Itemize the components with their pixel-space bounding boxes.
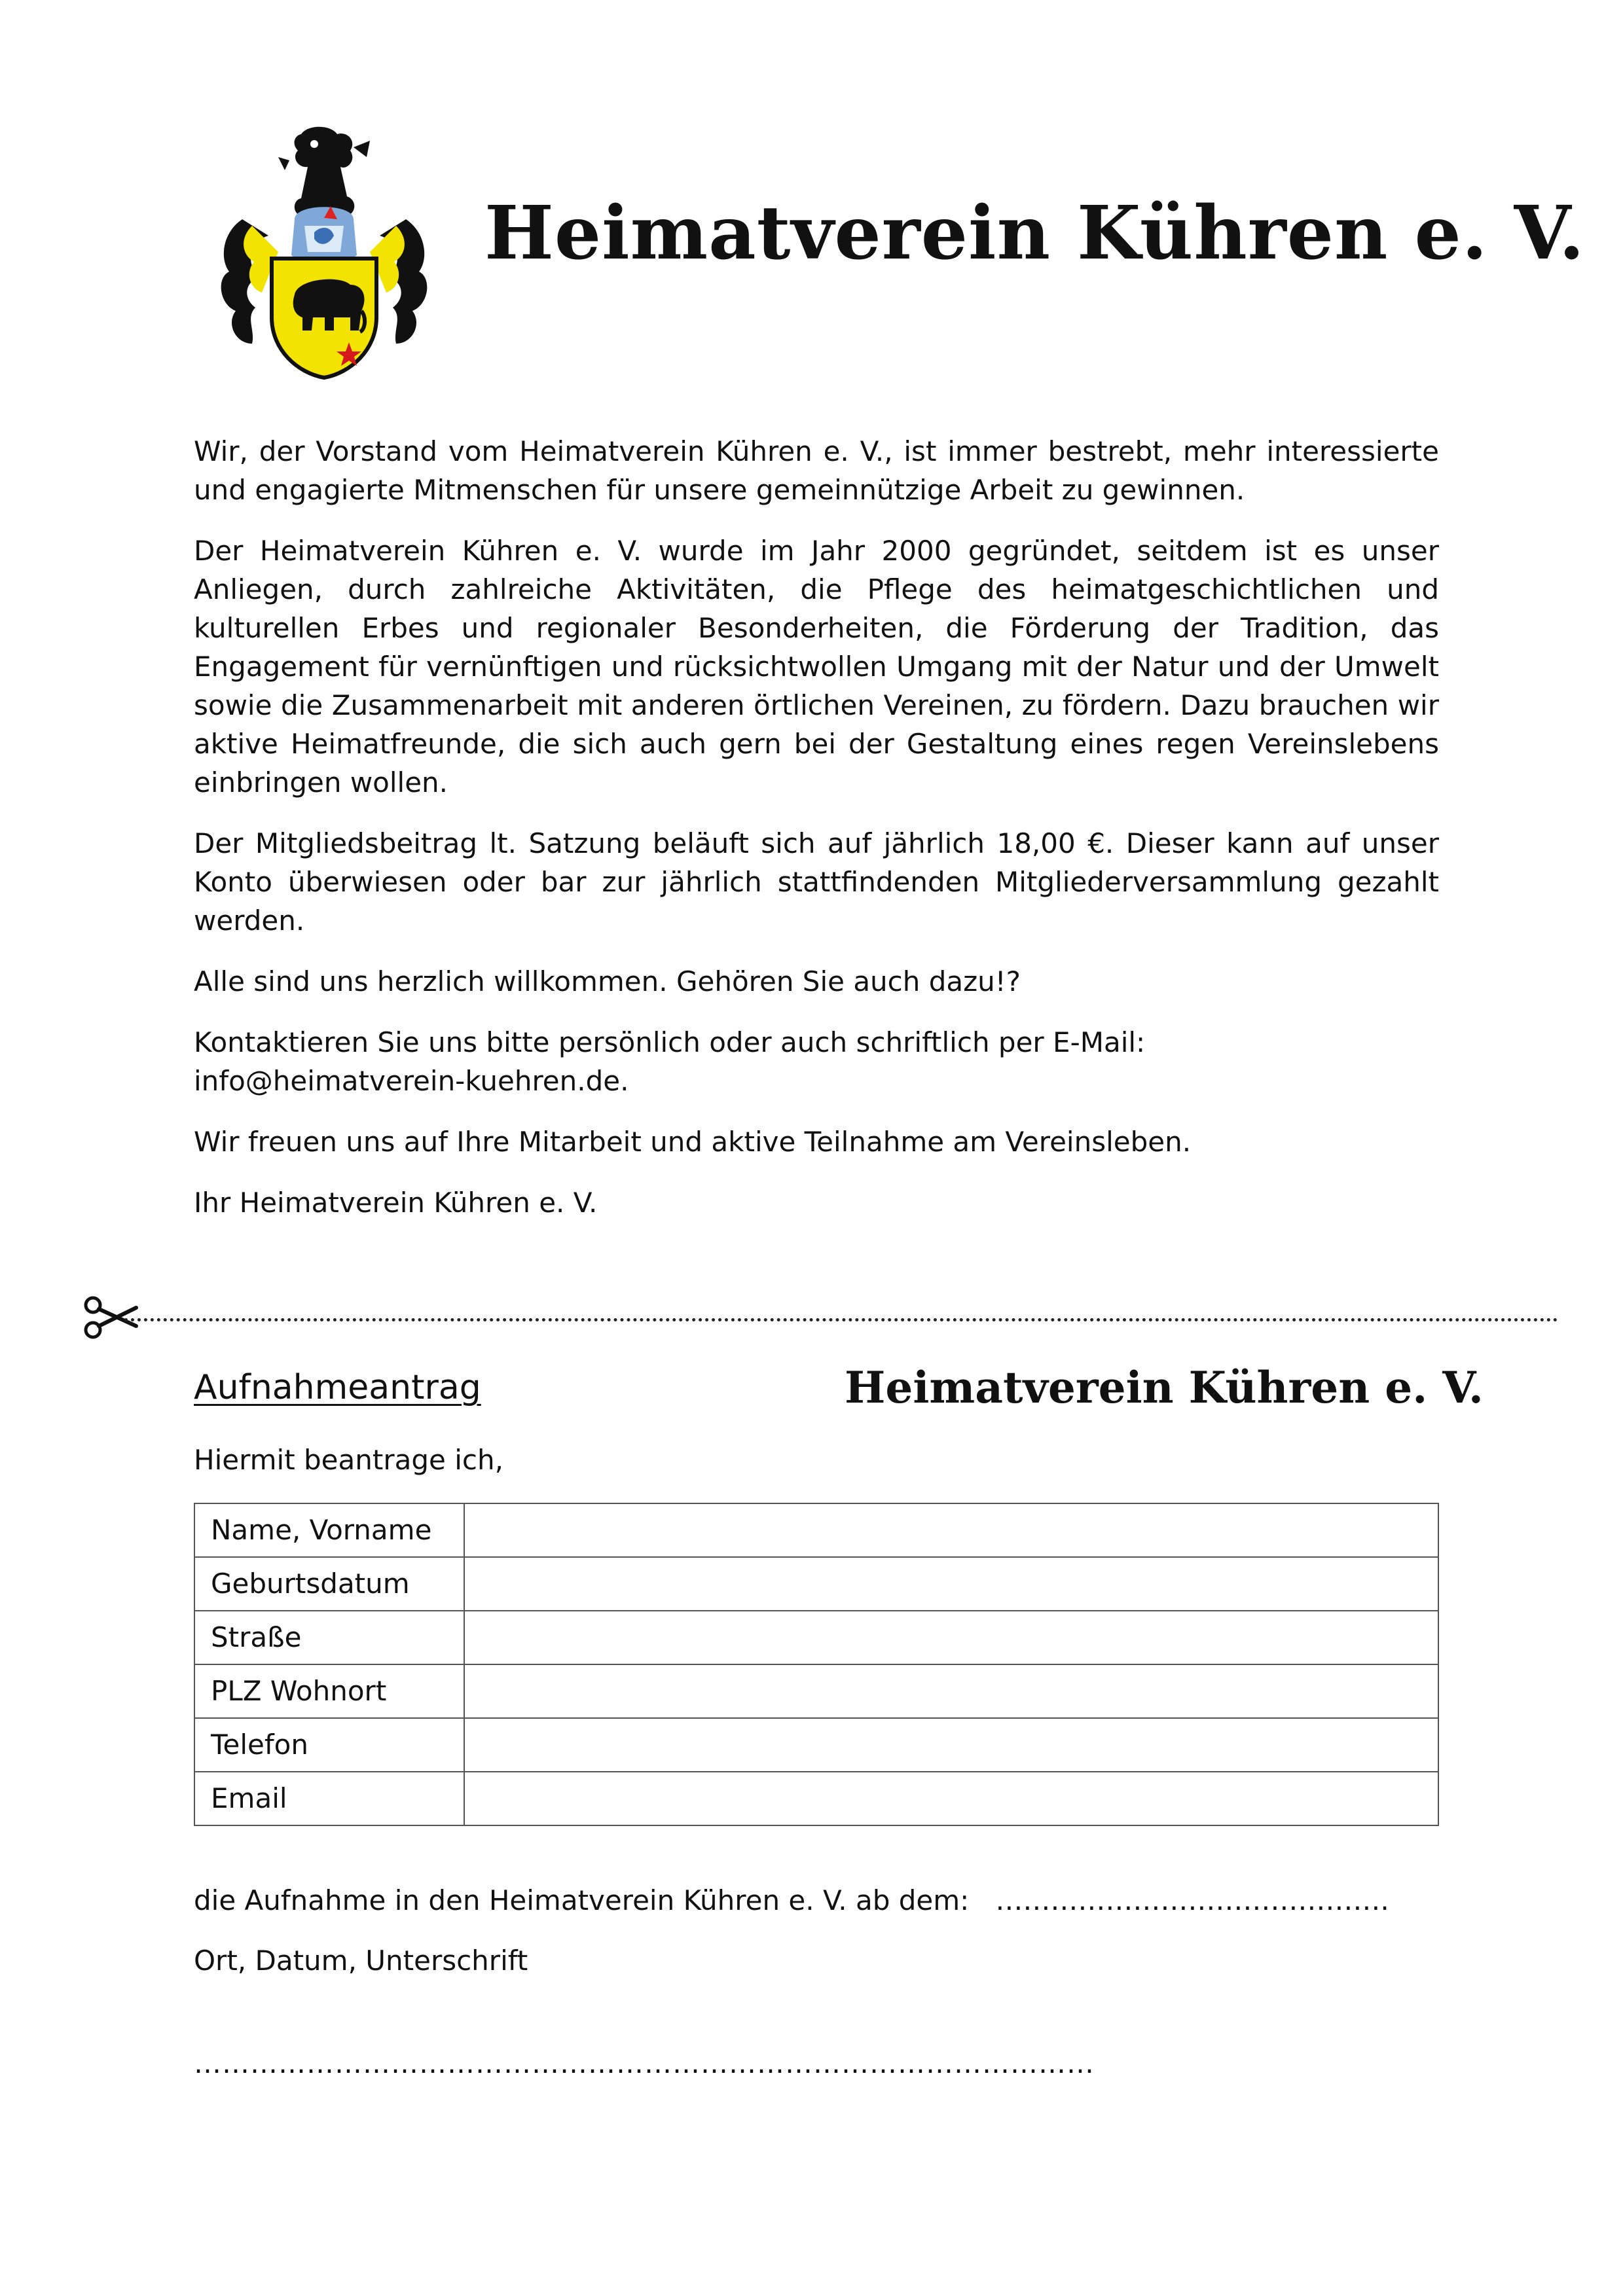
scissors-icon — [82, 1289, 139, 1346]
page-title: Heimatverein Kühren e. V. — [484, 190, 1585, 276]
postcode-city-field[interactable] — [464, 1664, 1438, 1718]
signature-label: Ort, Datum, Unterschrift — [194, 1945, 528, 1977]
table-row — [194, 1664, 1438, 1718]
signature-line[interactable]: …………………………………………………………………………………… — [194, 2047, 1095, 2079]
contact-line: Kontaktieren Sie uns bitte persönlich oder auch schriftlich per E-Mail: — [194, 1026, 1146, 1058]
street-field[interactable] — [464, 1611, 1438, 1664]
form-heading: Aufnahmeantrag — [194, 1368, 481, 1407]
membership-start-line — [194, 1882, 1389, 1919]
field-label: Email — [194, 1772, 464, 1825]
table-row — [194, 1611, 1438, 1664]
table-row — [194, 1772, 1438, 1825]
paragraph: Alle sind uns herzlich willkommen. Gehören Sie auch dazu!? — [194, 965, 1021, 997]
birthdate-field[interactable] — [464, 1557, 1438, 1611]
membership-start-label: die Aufnahme in den Heimatverein Kühren e. V. ab dem: — [194, 1884, 970, 1916]
email-field[interactable] — [464, 1772, 1438, 1825]
paragraph: Der Mitgliedsbeitrag lt. Satzung beläuft sich auf jährlich 18,00 €. Dieser kann auf unser Konto überwiesen oder bar zur jährlich stattfindenden Mitgliederversammlung gezahlt werden. — [194, 827, 1439, 937]
field-label: Name, Vorname — [194, 1503, 464, 1557]
field-label: Telefon — [194, 1718, 464, 1772]
field-label: PLZ Wohnort — [194, 1664, 464, 1718]
table-row — [194, 1503, 1438, 1557]
member-details-table — [194, 1503, 1439, 1826]
cut-line — [124, 1318, 1558, 1321]
name-field[interactable] — [464, 1503, 1438, 1557]
letter-body — [194, 432, 1439, 1244]
table-row — [194, 1557, 1438, 1611]
closing-line: Wir freuen uns auf Ihre Mitarbeit und aktive Teilnahme am Vereinsleben. — [194, 1126, 1192, 1158]
membership-start-blank[interactable]: ……………………………………. — [995, 1884, 1389, 1916]
phone-field[interactable] — [464, 1718, 1438, 1772]
field-label: Straße — [194, 1611, 464, 1664]
contact-paragraph — [194, 1023, 1439, 1100]
field-label: Geburtsdatum — [194, 1557, 464, 1611]
paragraph: Wir, der Vorstand vom Heimatverein Kühren e. V., ist immer bestrebt, mehr interessierte und engagierte Mitmenschen für unsere gemeinnützige Arbeit zu gewinnen. — [194, 435, 1439, 506]
letter-signature: Ihr Heimatverein Kühren e. V. — [194, 1187, 598, 1219]
form-intro: Hiermit beantrage ich, — [194, 1444, 503, 1476]
table-row — [194, 1718, 1438, 1772]
form-title: Heimatverein Kühren e. V. — [845, 1362, 1484, 1413]
email-address: info@heimatverein-kuehren.de. — [194, 1065, 629, 1097]
coat-of-arms-icon — [216, 121, 432, 380]
paragraph: Der Heimatverein Kühren e. V. wurde im Jahr 2000 gegründet, seitdem ist es unser Anliegen, durch zahlreiche Aktivitäten, die Pflege des heimatgeschichtlichen und kulturellen Erbes und regionaler Besonderheiten, die Förderung der Tradition, das Engagement für vernünftigen und rücksichtwollen Umgang mit der Natur und der Umwelt sowie die Zusammenarbeit mit anderen örtlichen Vereinen, zu fördern. Dazu brauchen wir aktive Heimatfreunde, die sich auch gern bei der Gestaltung eines regen Vereinslebens einbringen wollen. — [194, 535, 1439, 798]
